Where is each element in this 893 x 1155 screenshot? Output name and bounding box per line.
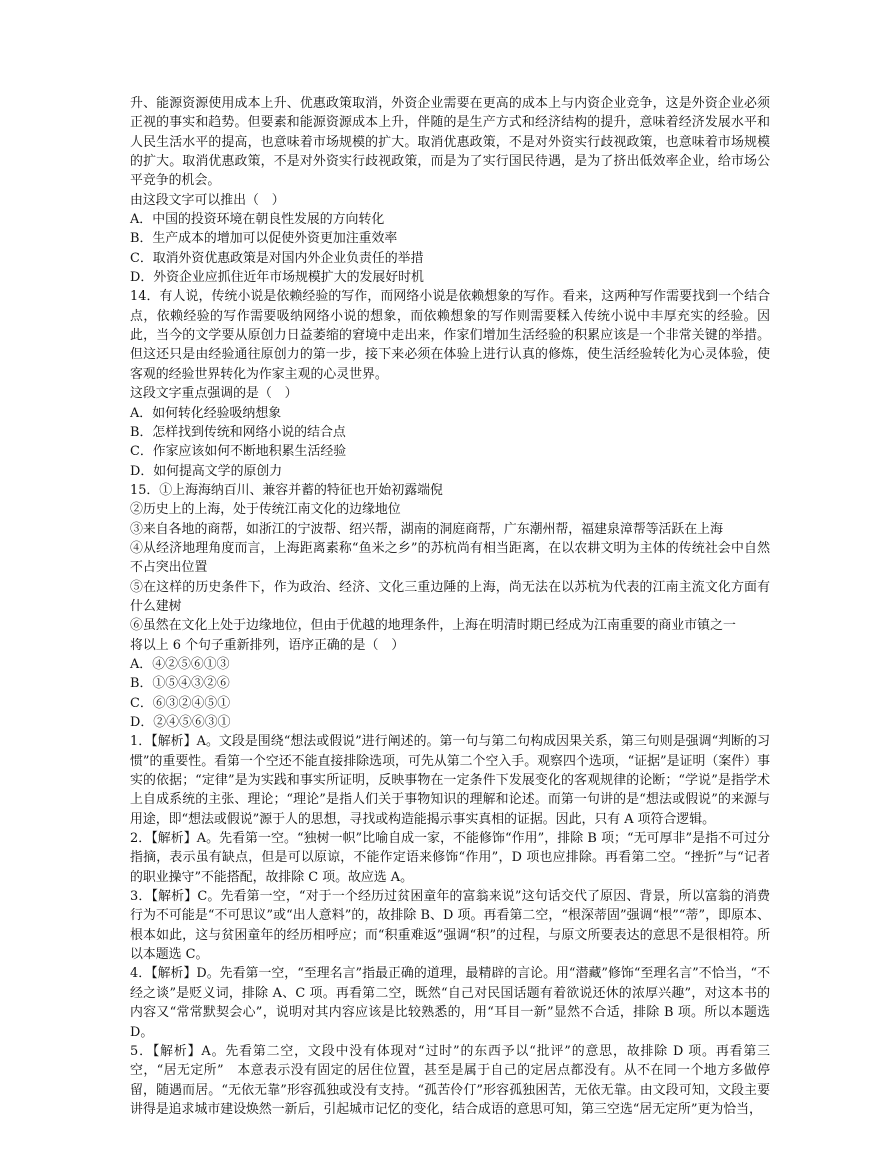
q15-option-c: C．⑥③②④⑤① (130, 695, 231, 711)
q13-option-b: B．生产成本的增加可以促使外资更加注重效率 (130, 231, 398, 247)
q13-option-c: C．取消外资优惠政策是对国内外企业负责任的举措 (130, 250, 424, 266)
q15-stem: 将以上 6 个句子重新排列，语序正确的是（ ） (130, 637, 405, 653)
q15-sentence-3: ③来自各地的商帮，如浙江的宁波帮、绍兴帮，湖南的洞庭商帮，广东潮州帮，福建泉漳帮等活跃在上海 (130, 521, 723, 537)
solution-3: 3．【解析】C。先看第一空，“对于一个经历过贫困童年的富翁来说”这句话交代了原因、背景，所以富翁的消费行为不可能是“不可思议”或“出人意料”的，故排除 B、D 项。再看第二空，“根深蒂固”强调“根”“蒂”，即原本、根本如此，这与贫困童年的经历相呼应；而“积重难返”强调“积”的过程，与原文所要表达的意思不是很相符。所以本题选 C。 (130, 889, 770, 963)
q14-option-b: B．怎样找到传统和网络小说的结合点 (130, 424, 346, 440)
q14-option-a: A．如何转化经验吸纳想象 (130, 405, 282, 421)
q14-option-d: D．如何提高文学的原创力 (130, 463, 283, 479)
q15-sentence-6: ⑥虽然在文化上处于边缘地位，但由于优越的地理条件，上海在明清时期已经成为江南重要的商业市镇之一 (130, 618, 736, 634)
q15-option-a: A．④②⑤⑥①③ (130, 656, 230, 672)
page-content (130, 94, 770, 1119)
q14-stem: 这段文字重点强调的是（ ） (130, 386, 298, 402)
q14-passage: 14．有人说，传统小说是依赖经验的写作，而网络小说是依赖想象的写作。看来，这两种写作需要找到一个结合点，依赖经验的写作需要吸纳网络小说的想象，而依赖想象的写作则需要糅入传统小说中丰厚充实的经验。因此，当今的文学要从原创力日益萎缩的窘境中走出来，作家们增加生活经验的积累应该是一个非常关键的举措。但这还只是由经验通往原创力的第一步，接下来必须在体验上进行认真的修炼，使生活经验转化为心灵体验，使客观的经验世界转化为作家主观的心灵世界。 (130, 289, 770, 382)
q15-sentence-5: ⑤在这样的历史条件下，作为政治、经济、文化三重边陲的上海，尚无法在以苏杭为代表的江南主流文化方面有什么建树 (130, 579, 770, 614)
q13-option-a: A．中国的投资环境在朝良性发展的方向转化 (130, 212, 385, 228)
q15-option-d: D．②④⑤⑥③① (130, 715, 231, 730)
q15-sentence-2: ②历史上的上海，处于传统江南文化的边缘地位 (130, 502, 401, 518)
solution-2: 2．【解析】A。先看第一空。“独树一帜”比喻自成一家，不能修饰“作用”，排除 B 项；“无可厚非”是指不可过分指摘，表示虽有缺点，但是可以原谅，不能作定语来修饰“作用”，D 项也应排除。再看第二空。“挫折”与“记者的职业操守”不能搭配，故排除 C 项。故应选 A。 (130, 831, 770, 885)
q13-option-d: D．外资企业应抓住近年市场规模扩大的发展好时机 (130, 270, 424, 286)
q13-stem: 由这段文字可以推出（ ） (130, 192, 285, 208)
solution-1: 1．【解析】A。文段是围绕“想法或假说”进行阐述的。第一句与第二句构成因果关系，第三句则是强调“判断的习惯”的重要性。看第一个空还不能直接排除选项，可先从第二个空入手。观察四个选项，“证据”是证明（案件）事实的依据；“定律”是为实践和事实所证明，反映事物在一定条件下发展变化的客观规律的论断；“学说”是指学术上自成系统的主张、理论；“理论”是指人们关于事物知识的理解和论述。而第一句讲的是“想法或假说”的来源与用途，即“想法或假说”源于人的思想，寻找或构造能揭示事实真相的证据。因此，只有 A 项符合逻辑。 (130, 734, 770, 827)
q13-passage-tail: 升、能源资源使用成本上升、优惠政策取消，外资企业需要在更高的成本上与内资企业竞争，这是外资企业必须正视的事实和趋势。但要素和能源资源成本上升，伴随的是生产方式和经济结构的提升，意味着经济发展水平和人民生活水平的提高，也意味着市场规模的扩大。取消优惠政策，不是对外资实行歧视政策，也意味着市场规模的扩大。取消优惠政策，不是对外资实行歧视政策，而是为了实行国民待遇，是为了挤出低效率企业，给市场公平竞争的机会。 (130, 96, 770, 189)
q14-option-c: C．作家应该如何不断地积累生活经验 (130, 444, 347, 460)
solution-5: 5．【解析】A。先看第二空，文段中没有体现对“过时”的东西予以“批评”的意思，故排除 D 项。再看第三空，“居无定所” 本意表示没有固定的居住位置，甚至是属于自己的定居点都没有。从不在同一个地方多做停留，随遇而居。“无依无靠”形容孤独或没有支持。“孤苦伶仃”形容孤独困苦，无依无靠。由文段可知，文段主要讲得是追求城市建设焕然一新后，引起城市记忆的变化，结合成语的意思可知，第三空选“居无定所”更为恰当， (130, 1043, 770, 1117)
solution-4: 4．【解析】D。先看第一空，“至理名言”指最正确的道理，最精辟的言论。用“潜藏”修饰“至理名言”不恰当，“不经之谈”是贬义词，排除 A、C 项。再看第二空，既然“自己对民国话题有着欲说还休的浓厚兴趣”，对这本书的内容又“常常默契会心”，说明对其内容应该是比较熟悉的，用“耳目一新”显然不合适，排除 B 项。所以本题选 D。 (130, 966, 770, 1040)
q15-option-b: B．①⑤④③②⑥ (130, 676, 230, 692)
q15-sentence-4: ④从经济地理角度而言，上海距离素称“鱼米之乡”的苏杭尚有相当距离，在以农耕文明为主体的传统社会中自然不占突出位置 (130, 540, 770, 576)
q15-sentence-1: 15．①上海海纳百川、兼容并蓄的特征也开始初露端倪 (130, 482, 443, 498)
